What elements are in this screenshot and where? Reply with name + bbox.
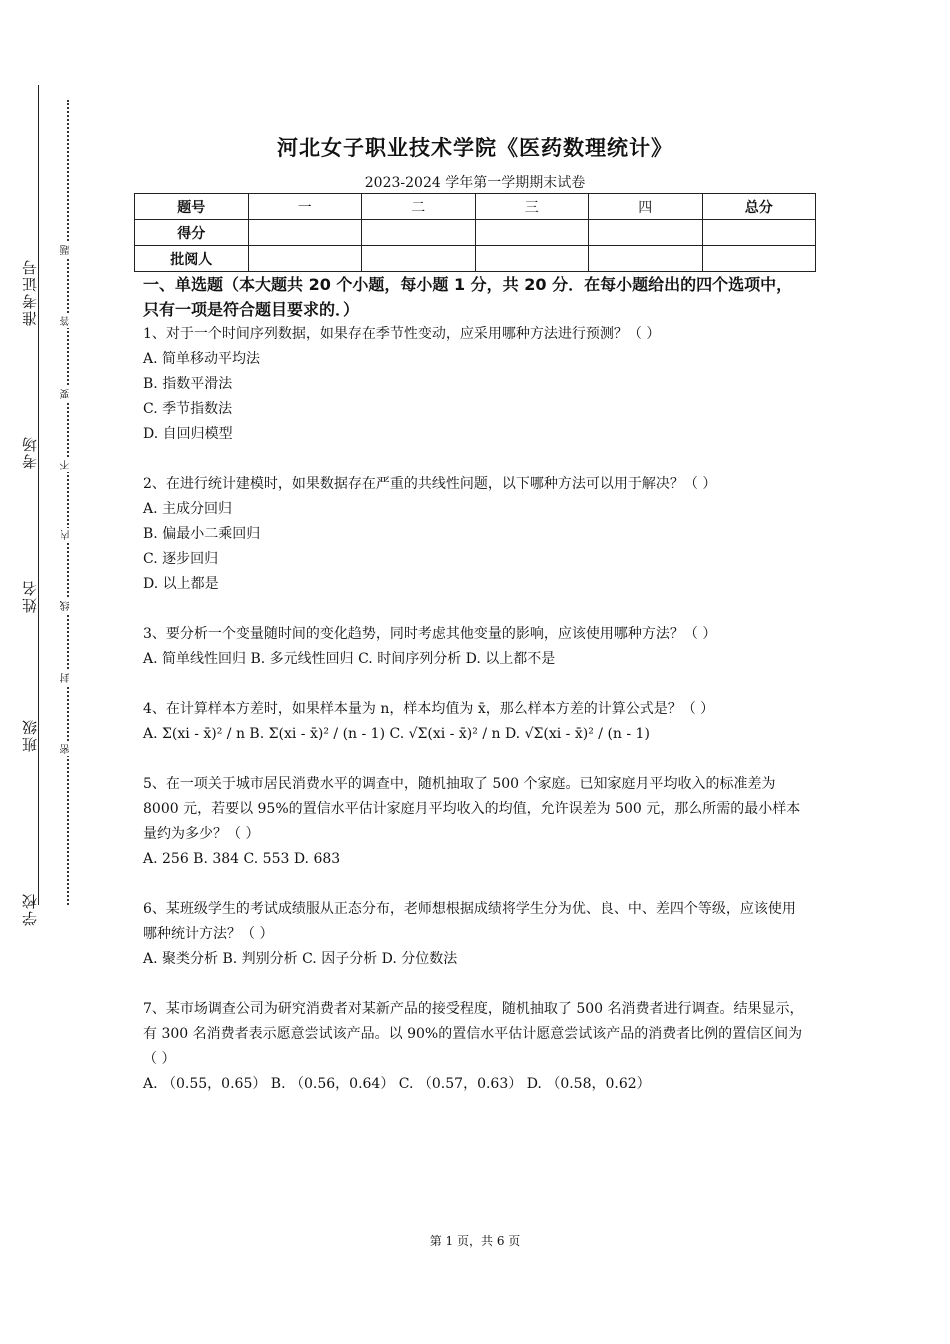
question-5 (143, 772, 808, 872)
score-row (135, 220, 816, 246)
field-exam-room: 考场 (23, 432, 38, 472)
question-2 (143, 472, 808, 597)
field-school: 学校 (23, 889, 38, 929)
question-3 (143, 622, 808, 672)
score-header-cell: 总分 (702, 194, 816, 220)
exam-subtitle: 2023-2024 学年第一学期期末试卷 (364, 175, 586, 191)
score-header-cell: 二 (362, 194, 476, 220)
question-option: A. 主成分回归 (143, 501, 233, 517)
question-option: A. （0.55，0.65） B. （0.56，0.64） C. （0.57，0.63） D. （0.58，0.62） (143, 1076, 651, 1092)
binding-dotted-line (67, 100, 69, 905)
score-cell (362, 220, 476, 246)
seal-char: 密 (61, 744, 72, 754)
question-option: D. 自回归模型 (143, 426, 233, 442)
question-stem: 3、要分析一个变量随时间的变化趋势，同时考虑其他变量的影响，应该使用哪种方法？（ ） (143, 626, 717, 642)
field-exam-id: 准考证号 (23, 255, 38, 329)
reviewer-row (135, 246, 816, 272)
seal-char: 不 (61, 460, 72, 470)
reviewer-cell (248, 246, 362, 272)
page-footer: 第 1 页，共 6 页 (429, 1234, 521, 1248)
seal-char: 要 (61, 389, 72, 399)
question-option: A. 简单线性回归 B. 多元线性回归 C. 时间序列分析 D. 以上都不是 (143, 651, 556, 667)
question-option: C. 季节指数法 (143, 401, 233, 417)
question-stem: 7、某市场调查公司为研究消费者对某新产品的接受程度，随机抽取了 500 名消费者进行调查。结果显示，有 300 名消费者表示愿意尝试该产品。以 90%的置信水平估计愿意尝试该产品的消费者比例的置信区间为（ ） (143, 1001, 804, 1067)
question-option: D. 以上都是 (143, 576, 219, 592)
score-cell (702, 220, 816, 246)
question-4 (143, 697, 808, 747)
score-cell (475, 220, 589, 246)
question-option: A. 256 B. 384 C. 553 D. 683 (143, 851, 341, 867)
field-name: 姓名 (23, 576, 38, 616)
question-option: A. Σ(xi - x̄)² / n B. Σ(xi - x̄)² / (n - 1) C. √Σ(xi - x̄)² / n D. √Σ(xi - x̄)² / (n - 1) (143, 726, 650, 742)
seal-char: 答 (61, 316, 72, 326)
score-table (134, 193, 816, 272)
question-stem: 5、在一项关于城市居民消费水平的调查中，随机抽取了 500 个家庭。已知家庭月平均收入的标准差为 8000 元，若要以 95%的置信水平估计家庭月平均收入的均值，允许误差为 500 元，那么所需的最小样本量约为多少？（ ） (143, 776, 801, 842)
page-title: 河北女子职业技术学院《医药数理统计》 (277, 136, 673, 160)
score-table-header-row (135, 194, 816, 220)
exam-content (143, 272, 808, 1097)
reviewer-cell (702, 246, 816, 272)
score-cell (589, 220, 703, 246)
reviewer-cell (475, 246, 589, 272)
section-heading: 一、单选题（本大题共 20 个小题，每小题 1 分，共 20 分．在每小题给出的四个选项中，只有一项是符合题目要求的．） (143, 275, 793, 319)
question-stem: 4、在计算样本方差时，如果样本量为 n，样本均值为 x̄，那么样本方差的计算公式是？（ ） (143, 701, 715, 717)
seal-char: 线 (61, 601, 72, 611)
seal-char: 题 (61, 245, 72, 255)
score-row-label: 得分 (135, 220, 249, 246)
score-header-cell: 题号 (135, 194, 249, 220)
score-header-cell: 一 (248, 194, 362, 220)
seal-char: 封 (61, 673, 72, 683)
question-7 (143, 997, 808, 1097)
question-option: A. 聚类分析 B. 判别分析 C. 因子分析 D. 分位数法 (143, 951, 458, 967)
field-class: 班级 (23, 715, 38, 755)
question-1 (143, 322, 808, 447)
reviewer-cell (362, 246, 476, 272)
question-stem: 2、在进行统计建模时，如果数据存在严重的共线性问题，以下哪种方法可以用于解决？（ ） (143, 476, 717, 492)
question-option: C. 逐步回归 (143, 551, 219, 567)
score-header-cell: 三 (475, 194, 589, 220)
question-6 (143, 897, 808, 972)
question-option: B. 偏最小二乘回归 (143, 526, 261, 542)
reviewer-row-label: 批阅人 (135, 246, 249, 272)
binding-solid-line (38, 85, 39, 905)
question-option: B. 指数平滑法 (143, 376, 233, 392)
score-header-cell: 四 (589, 194, 703, 220)
score-cell (248, 220, 362, 246)
question-stem: 1、对于一个时间序列数据，如果存在季节性变动，应采用哪种方法进行预测？（ ） (143, 326, 661, 342)
question-option: A. 简单移动平均法 (143, 351, 261, 367)
reviewer-cell (589, 246, 703, 272)
seal-char: 内 (61, 530, 72, 540)
question-stem: 6、某班级学生的考试成绩服从正态分布，老师想根据成绩将学生分为优、良、中、差四个等级，应该使用哪种统计方法？（ ） (143, 901, 796, 942)
